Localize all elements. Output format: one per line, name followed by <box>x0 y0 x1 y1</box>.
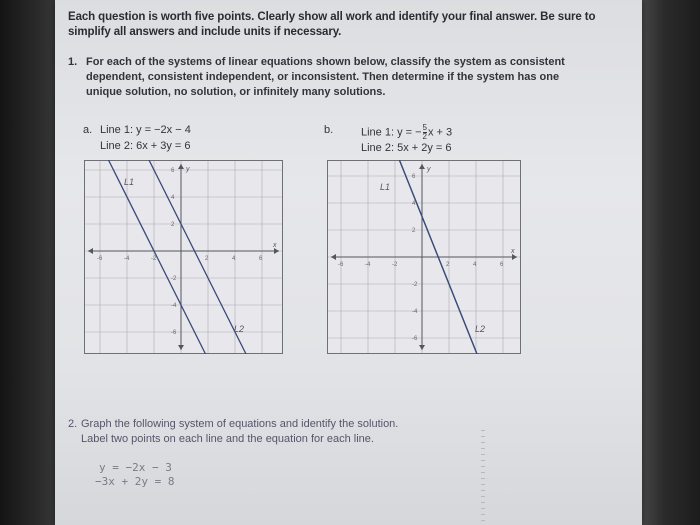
line-l2-label: L2 <box>234 324 245 334</box>
x-tick-label: -4 <box>365 262 371 268</box>
part-a-line-2: Line 2: 6x + 3y = 6 <box>100 140 191 152</box>
part-b-line-1-suffix: x + 3 <box>428 126 453 139</box>
y-tick-label: 6 <box>412 174 416 180</box>
y-tick-label: 2 <box>412 228 416 234</box>
part-b-line-1 <box>361 124 452 141</box>
x-tick-label: 6 <box>500 262 504 268</box>
part-b-frac-den: 2 <box>422 132 427 141</box>
part-b-frac-num: 5 <box>422 123 427 132</box>
y-axis-letter: y <box>186 166 190 173</box>
q2-text-line-1: Graph the following system of equations and identify the solution. <box>81 418 399 430</box>
q2-text-line-2: Label two points on each line and the equation for each line. <box>81 433 374 445</box>
y-tick-label: 4 <box>412 201 416 207</box>
q2-number: 2. <box>68 418 78 430</box>
graph-b <box>327 160 521 354</box>
y-tick-label: 6 <box>171 168 175 174</box>
instructions-line-2: simplify all answers and include units if necessary. <box>68 26 342 38</box>
y-tick-label: -6 <box>412 336 418 342</box>
y-tick-label: -2 <box>412 282 418 288</box>
x-tick-label: 4 <box>473 262 477 268</box>
line-l2-label: L2 <box>475 324 486 334</box>
x-axis-letter: x <box>511 248 515 255</box>
y-tick-label: -2 <box>171 276 177 282</box>
graph-a <box>84 160 283 354</box>
part-b-label: b. <box>324 124 334 136</box>
y-tick-label: 2 <box>171 222 175 228</box>
x-tick-label: 2 <box>446 262 450 268</box>
y-tick-label: 4 <box>171 195 175 201</box>
x-tick-label: -6 <box>338 262 344 268</box>
part-a-line-1: Line 1: y = −2x − 4 <box>100 124 191 136</box>
q2-equation-1: y = −2x − 3 <box>99 461 172 474</box>
y-tick-label: -6 <box>171 330 177 336</box>
graph-frame <box>85 161 283 354</box>
q2-equation-2: −3x + 2y = 8 <box>95 475 175 488</box>
y-tick-label: -4 <box>412 309 418 315</box>
x-tick-label: 2 <box>205 256 209 262</box>
x-tick-label: -4 <box>124 256 130 262</box>
part-b-fraction <box>423 124 427 141</box>
q1-text-line-3: unique solution, no solution, or infinitely many solutions. <box>86 86 386 98</box>
y-axis-letter: y <box>427 166 431 173</box>
q1-text-line-1: For each of the systems of linear equations shown below, classify the system as consistent <box>86 56 565 68</box>
x-tick-label: -6 <box>97 256 103 262</box>
y-tick-label: -4 <box>171 303 177 309</box>
x-tick-label: 4 <box>232 256 236 262</box>
instructions-line-1: Each question is worth five points. Clearly show all work and identify your final answer. Be sure to <box>68 11 596 23</box>
background-right-edge <box>640 0 700 525</box>
part-a-label: a. <box>83 124 93 136</box>
x-tick-label: 6 <box>259 256 263 262</box>
part-b-line-1-prefix: Line 1: y = − <box>361 126 422 139</box>
background-left-edge <box>0 0 58 525</box>
line-l1-label: L1 <box>380 182 391 192</box>
grid-edge-strip <box>481 430 485 525</box>
worksheet-page <box>55 0 642 525</box>
part-b-line-2: Line 2: 5x + 2y = 6 <box>361 142 452 154</box>
x-axis-letter: x <box>273 242 277 249</box>
x-tick-label: -2 <box>392 262 398 268</box>
line-l1-label: L1 <box>124 177 135 187</box>
q1-text-line-2: dependent, consistent independent, or inconsistent. Then determine if the system has one <box>86 71 560 83</box>
q1-number: 1. <box>68 56 78 68</box>
x-tick-label: -2 <box>151 256 157 262</box>
